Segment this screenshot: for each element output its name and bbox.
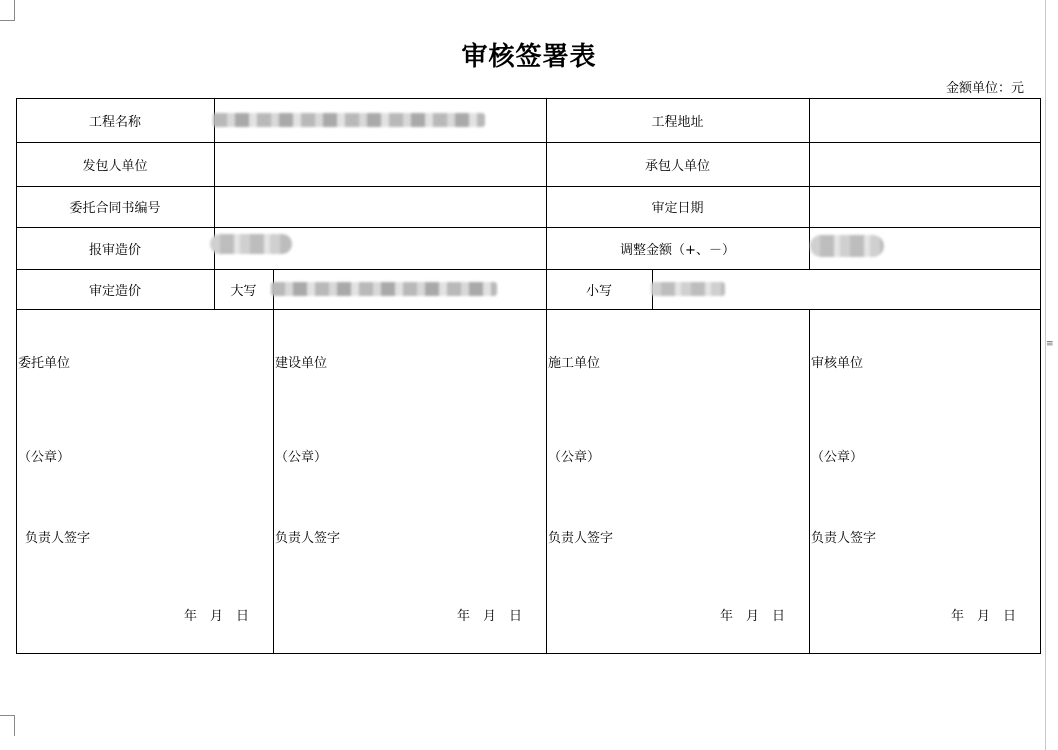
sign-signer-construction-owner: 负责人签字 bbox=[275, 531, 341, 546]
page-corner-mark-top-left bbox=[0, 0, 15, 21]
uppercase-amount-label: 大写 bbox=[230, 283, 257, 299]
sign-unit-entrusting: 委托单位 bbox=[18, 356, 71, 371]
uppercase-amount-value-redacted bbox=[271, 282, 497, 296]
sign-date-builder: 年 月 日 bbox=[720, 609, 786, 624]
approval-date-label: 审定日期 bbox=[651, 201, 704, 216]
sign-date-entrusting: 年 月 日 bbox=[184, 609, 250, 624]
approved-price-label: 审定造价 bbox=[88, 283, 141, 299]
sign-unit-builder: 施工单位 bbox=[548, 356, 601, 371]
audit-sign-table bbox=[16, 98, 1041, 654]
submitted-price-label: 报审造价 bbox=[88, 242, 141, 258]
sign-unit-auditor: 审核单位 bbox=[811, 356, 864, 371]
sign-date-auditor: 年 月 日 bbox=[951, 609, 1017, 624]
amount-unit-note: 金额单位：元 bbox=[945, 81, 1024, 96]
sign-seal-construction-owner: （公章） bbox=[275, 450, 328, 465]
sign-signer-builder: 负责人签字 bbox=[548, 531, 614, 546]
contractor-label: 承包人单位 bbox=[644, 158, 710, 174]
project-name-label: 工程名称 bbox=[88, 114, 141, 130]
submitted-price-value-redacted bbox=[210, 234, 292, 254]
page-corner-mark-bottom-left bbox=[0, 715, 15, 736]
page-title: 审核签署表 bbox=[461, 42, 597, 72]
project-address-label: 工程地址 bbox=[651, 114, 704, 130]
sign-date-construction-owner: 年 月 日 bbox=[457, 609, 523, 624]
adjustment-amount-label: 调整金额（+、－） bbox=[620, 242, 735, 258]
sign-unit-construction-owner: 建设单位 bbox=[275, 356, 328, 371]
sign-signer-entrusting: 负责人签字 bbox=[25, 531, 91, 546]
vertical-scrollbar[interactable] bbox=[1045, 0, 1046, 750]
sign-signer-auditor: 负责人签字 bbox=[811, 531, 877, 546]
contract-number-label: 委托合同书编号 bbox=[69, 201, 161, 216]
sign-seal-auditor: （公章） bbox=[811, 450, 864, 465]
scrollbar-grip-icon[interactable]: ≡ bbox=[1046, 339, 1054, 349]
adjustment-amount-value-redacted bbox=[810, 235, 884, 257]
lowercase-amount-label: 小写 bbox=[585, 283, 612, 299]
sign-seal-entrusting: （公章） bbox=[18, 450, 71, 465]
lowercase-amount-value-redacted bbox=[651, 282, 725, 296]
employer-label: 发包人单位 bbox=[82, 158, 148, 174]
project-name-value-redacted bbox=[213, 113, 485, 127]
sign-seal-builder: （公章） bbox=[548, 450, 601, 465]
